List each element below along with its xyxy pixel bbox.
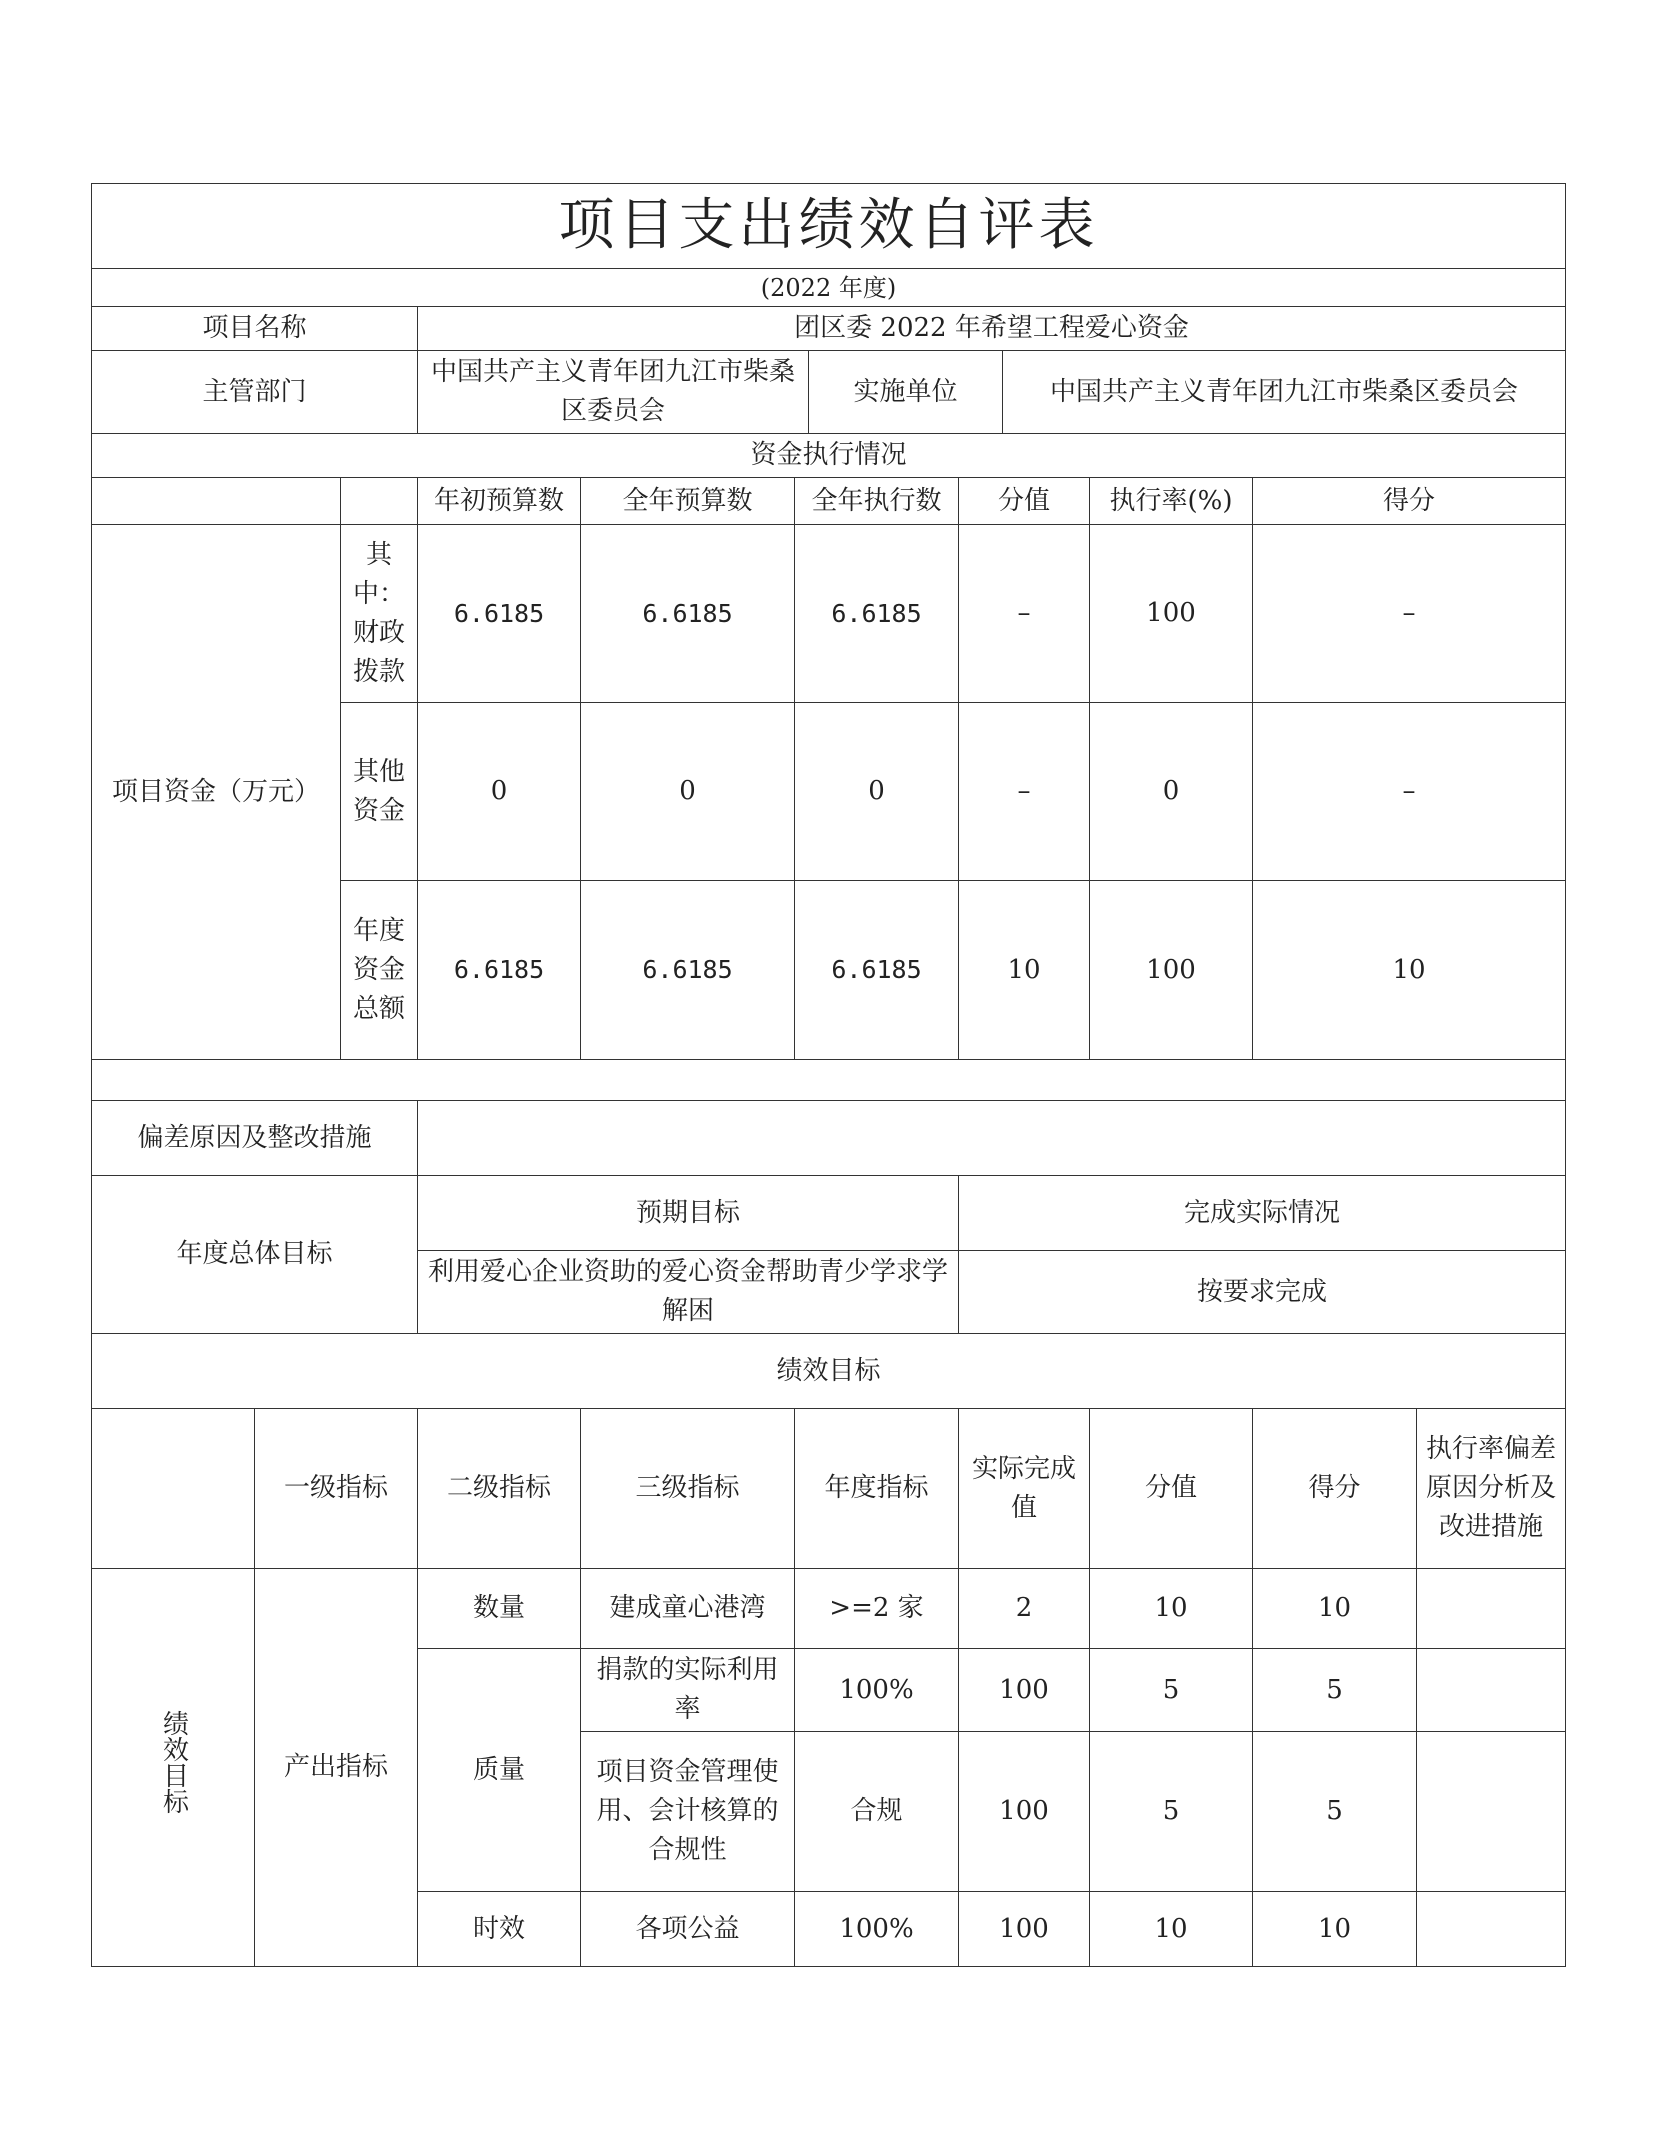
funds-cell: 6.6185 [795, 525, 959, 703]
actual-result-value: 按要求完成 [959, 1251, 1566, 1334]
perf-header-col: 执行率偏差原因分析及改进措施 [1417, 1409, 1566, 1569]
perf-score: 5 [1253, 1649, 1417, 1732]
perf-score: 10 [1253, 1892, 1417, 1967]
project-name-label: 项目名称 [92, 307, 418, 351]
perf-header-blank [92, 1409, 255, 1569]
funds-header-blank [92, 478, 341, 525]
perf-header-col: 二级指标 [418, 1409, 581, 1569]
impl-label: 实施单位 [809, 351, 1003, 434]
funds-cell: – [959, 525, 1090, 703]
perf-level3: 捐款的实际利用率 [581, 1649, 795, 1732]
funds-header-col: 分值 [959, 478, 1090, 525]
perf-header-col: 分值 [1090, 1409, 1253, 1569]
funds-cell: 0 [418, 703, 581, 881]
funds-cell: 0 [581, 703, 795, 881]
perf-note [1417, 1732, 1566, 1892]
dept-label: 主管部门 [92, 351, 418, 434]
perf-header-col: 三级指标 [581, 1409, 795, 1569]
perf-header-col: 年度指标 [795, 1409, 959, 1569]
perf-score-value: 5 [1090, 1649, 1253, 1732]
self-evaluation-form [91, 183, 1565, 1967]
perf-score-value: 5 [1090, 1732, 1253, 1892]
deviation-label: 偏差原因及整改措施 [92, 1101, 418, 1176]
funds-cell: – [1253, 703, 1566, 881]
funds-cell: 10 [1253, 881, 1566, 1060]
funds-group-label: 项目资金（万元） [92, 525, 341, 1060]
funds-section-title: 资金执行情况 [92, 434, 1566, 478]
perf-section-title: 绩效目标 [92, 1334, 1566, 1409]
impl-value: 中国共产主义青年团九江市柴桑区委员会 [1003, 351, 1566, 434]
perf-actual: 100 [959, 1732, 1090, 1892]
perf-score: 5 [1253, 1732, 1417, 1892]
perf-level1: 产出指标 [255, 1569, 418, 1967]
perf-actual: 100 [959, 1649, 1090, 1732]
dept-value: 中国共产主义青年团九江市柴桑区委员会 [418, 351, 809, 434]
annual-goal-label: 年度总体目标 [92, 1176, 418, 1334]
expected-goal-header: 预期目标 [418, 1176, 959, 1251]
funds-row-label: 年度资金总额 [341, 881, 418, 1060]
perf-note [1417, 1649, 1566, 1732]
funds-cell: 6.6185 [418, 525, 581, 703]
perf-group-text: 绩效目标 [158, 1709, 189, 1814]
funds-cell: 6.6185 [795, 881, 959, 1060]
perf-header-col: 一级指标 [255, 1409, 418, 1569]
perf-annual: 合规 [795, 1732, 959, 1892]
funds-cell: – [959, 703, 1090, 881]
perf-actual: 2 [959, 1569, 1090, 1649]
funds-header-blank-2 [341, 478, 418, 525]
funds-cell: 100 [1090, 525, 1253, 703]
form-table [91, 183, 1566, 1967]
perf-score-value: 10 [1090, 1892, 1253, 1967]
form-year: (2022 年度) [92, 269, 1566, 307]
funds-cell: 10 [959, 881, 1090, 1060]
perf-group-label [92, 1569, 255, 1967]
funds-cell: 6.6185 [418, 881, 581, 1060]
perf-header-col: 得分 [1253, 1409, 1417, 1569]
perf-annual: >=2 家 [795, 1569, 959, 1649]
expected-goal-value: 利用爱心企业资助的爱心资金帮助青少学求学解困 [418, 1251, 959, 1334]
funds-cell: 6.6185 [581, 525, 795, 703]
funds-row-label: 其中：财政拨款 [341, 525, 418, 703]
funds-header-col: 执行率(%) [1090, 478, 1253, 525]
project-name-value: 团区委 2022 年希望工程爱心资金 [418, 307, 1566, 351]
perf-level3: 各项公益 [581, 1892, 795, 1967]
perf-score: 10 [1253, 1569, 1417, 1649]
perf-actual: 100 [959, 1892, 1090, 1967]
funds-header-col: 得分 [1253, 478, 1566, 525]
form-title: 项目支出绩效自评表 [92, 184, 1566, 269]
funds-header-col: 全年执行数 [795, 478, 959, 525]
perf-level2: 时效 [418, 1892, 581, 1967]
perf-note [1417, 1569, 1566, 1649]
funds-cell: 0 [795, 703, 959, 881]
deviation-value [418, 1101, 1566, 1176]
perf-score-value: 10 [1090, 1569, 1253, 1649]
spacer-row [92, 1060, 1566, 1101]
actual-result-header: 完成实际情况 [959, 1176, 1566, 1251]
funds-cell: – [1253, 525, 1566, 703]
funds-cell: 6.6185 [581, 881, 795, 1060]
perf-level3: 建成童心港湾 [581, 1569, 795, 1649]
funds-cell: 100 [1090, 881, 1253, 1060]
perf-level2: 质量 [418, 1649, 581, 1892]
funds-cell: 0 [1090, 703, 1253, 881]
perf-note [1417, 1892, 1566, 1967]
perf-annual: 100% [795, 1649, 959, 1732]
perf-annual: 100% [795, 1892, 959, 1967]
perf-level3: 项目资金管理使用、会计核算的合规性 [581, 1732, 795, 1892]
funds-row-label: 其他资金 [341, 703, 418, 881]
perf-level2: 数量 [418, 1569, 581, 1649]
perf-header-col: 实际完成值 [959, 1409, 1090, 1569]
funds-header-col: 年初预算数 [418, 478, 581, 525]
funds-header-col: 全年预算数 [581, 478, 795, 525]
